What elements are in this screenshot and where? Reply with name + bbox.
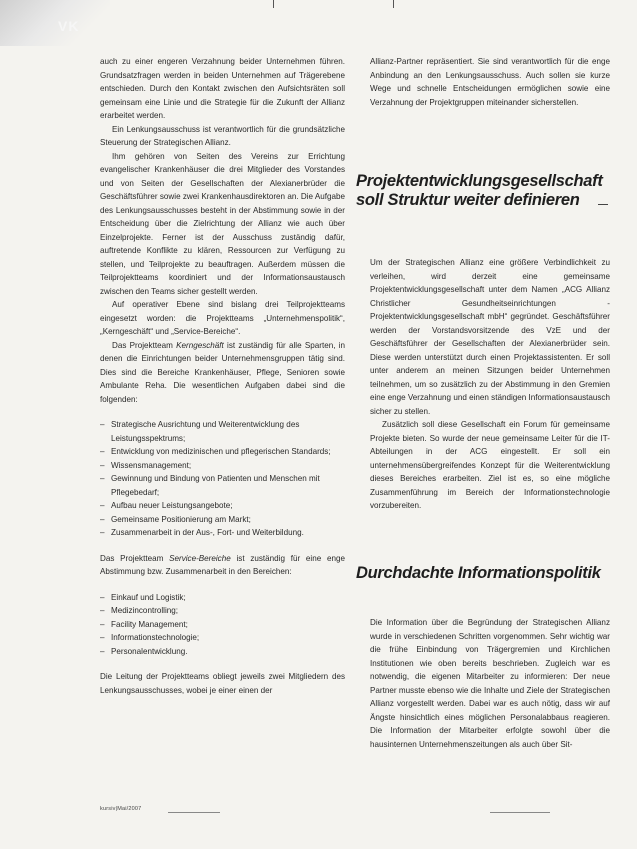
text-run: ist zuständig für eine enge Abstimmung bzw. Zusammenarbeit in den Bereichen: (100, 553, 345, 576)
emphasis-text: Kerngeschäft (176, 340, 224, 350)
list-item: – Medizincontrolling; (100, 604, 345, 618)
right-column-bottom (370, 616, 610, 751)
list-item: – Informationstechnologie; (100, 631, 345, 645)
list-item: – Wissensmanagement; (100, 459, 345, 473)
body-paragraph: Allianz-Partner repräsentiert. Sie sind verantwortlich für die enge Anbindung an den Lenkungsausschuss. Auch sollen sie kurze Wege und schnelle Entscheidungen ermöglichen sowie eine Verzahnung der Projektgruppen miteinander sicherstellen. (370, 57, 610, 107)
section-heading: Durchdachte Informationspolitik (356, 564, 601, 582)
right-column-top (370, 55, 610, 109)
text-run: Das Projektteam (112, 340, 177, 350)
list-item: – Personalentwicklung. (100, 645, 345, 659)
heading-dash (598, 204, 608, 205)
left-column (100, 55, 345, 697)
emphasis-text: Service-Bereiche (169, 553, 231, 563)
crop-mark (393, 0, 394, 8)
text-run: ist zuständig für alle Sparten, in denen die Einrichtungen beider Unternehmensgruppen tätig sind. Dies sind die Bereiche Krankenhäuser, Pflege, Senioren sowie Ambulante Reha. Die wesentlichen Aufgaben dabei sind die folgenden: (100, 340, 345, 404)
body-paragraph: Zusätzlich soll diese Gesellschaft ein Forum für gemeinsame Projekte bieten. So wurde der neue gemeinsame Leiter für die IT-Abteilungen in der ACG eingestellt. Er soll ein unternehmensübergreifendes Konzept für die Weiterentwicklung dieses Bereiches erarbeiten. Ziel ist es, so eine mögliche Zusammenführung im Bereich der Informationstechnologie vorzubereiten. (370, 420, 610, 510)
body-paragraph: Ein Lenkungsausschuss ist verantwortlich für die grundsätzliche Steuerung der Strategischen Allianz. (100, 124, 345, 147)
footer-issue: kursiv|Mai/2007 (100, 806, 142, 812)
body-paragraph: Ihm gehören von Seiten des Vereins zur Errichtung evangelischer Krankenhäuser die drei Mitglieder des Vorstandes und von Seiten der Gesellschaften der Alexianerbrüder die Geschäftsführer sowie zwei Krankenhausdirektoren an. Die Aufgabe des Lenkungsausschusses besteht in der Abstimmung sowie in der Entscheidung über die Zielrichtung der Allianz wie auch über Einzelprojekte. Ferner ist der Ausschuss zuständig dafür, auftretende Konflikte zu klären, Ressourcen zur Verfügung zu stellen, und Teilprojekte zu beauftragen. Außerdem müssen die Teilprojektteams koordiniert und der Informationsaustausch zwischen den Teams sicher gestellt werden. (100, 151, 345, 296)
section-heading: Projektentwicklungsgesellschaft soll Struktur weiter definieren (356, 172, 603, 209)
list-item: – Strategische Ausrichtung und Weiterentwicklung des Leistungsspektrums; (100, 418, 345, 445)
body-paragraph: Die Information über die Begründung der Strategischen Allianz wurde in verschiedenen Schritten vorgenommen. Sehr wichtig war die frühe Einbindung von Trägergremien und Kirchlichen Institutionen wie oben bereits beschrieben. Zugleich war es notwendig, die eigenen Mitarbeiter zu informieren: Der neue Partner musste ebenso wie die Inhalte und Ziele der Strategischen Allianz vorgestellt werden. Dabei war es auch nötig, dass wir auf Ängste hinsichtlich eines möglichen Personalabbaus reagieren. Die Information der Mitarbeiter erfolgte sowohl über die hausinternen Unternehmenszeitungen als auch über Sit- (370, 618, 610, 749)
service-list (100, 591, 345, 659)
text-run: Das Projektteam (100, 553, 170, 563)
body-paragraph (100, 552, 345, 579)
list-item: – Zusammenarbeit in der Aus-, Fort- und Weiterbildung. (100, 526, 345, 540)
footer-rule (490, 812, 550, 813)
task-list (100, 418, 345, 540)
list-item: – Facility Management; (100, 618, 345, 632)
body-paragraph: auch zu einer engeren Verzahnung beider Unternehmen führen. Grundsatzfragen werden in beiden Unternehmen auf Trägerebene entschieden. Durch den Kontakt zwischen den Aufsichtsräten soll gemeinsam eine Linie und die Strategie für die Zukunft der Allianz erarbeitet werden. (100, 57, 345, 120)
list-item: – Gewinnung und Bindung von Patienten und Menschen mit Pflegebedarf; (100, 472, 345, 499)
list-item: – Aufbau neuer Leistungsangebote; (100, 499, 345, 513)
list-item: – Einkauf und Logistik; (100, 591, 345, 605)
footer-rule (168, 812, 220, 813)
body-paragraph: Auf operativer Ebene sind bislang drei Teilprojektteams eingesetzt worden: die Projektteams „Unternehmenspolitik“, „Kerngeschäft“ und „Service-Bereiche“. (100, 300, 345, 336)
list-item: – Entwicklung von medizinischen und pflegerischen Standards; (100, 445, 345, 459)
body-paragraph (100, 339, 345, 407)
right-column-middle (370, 256, 610, 513)
body-paragraph: Um der Strategischen Allianz eine größere Verbindlichkeit zu verleihen, wird derzeit eine gemeinsame Projektentwicklungsgesellschaft unter dem Namen „ACG Allianz Christlicher Gesundheitseinrichtungen - Projektentwicklungsgesellschaft mbH“ gegründet. Geschäftsführer werden der Vorstandsvorsitzende des VzE und der Geschäftsführer der Gesellschaften der Alexianerbrüder sein. Diese werden unterstützt durch einen Projektassistenten. Er soll unter anderem an meinen Sitzungen beider Unternehmen teilnehmen, um so zusätzlich zu der Abstimmung in den Gremien eine enge Verzahnung und einen ständigen Informationsaustausch sicher zu stellen. (370, 258, 610, 416)
body-paragraph: Die Leitung der Projektteams obliegt jeweils zwei Mitgliedern des Lenkungsausschusses, wobei je einer einen der (100, 672, 345, 695)
corner-logo-glyph: VK (58, 18, 80, 34)
corner-logo (0, 0, 110, 46)
crop-mark (273, 0, 274, 8)
list-item: – Gemeinsame Positionierung am Markt; (100, 513, 345, 527)
